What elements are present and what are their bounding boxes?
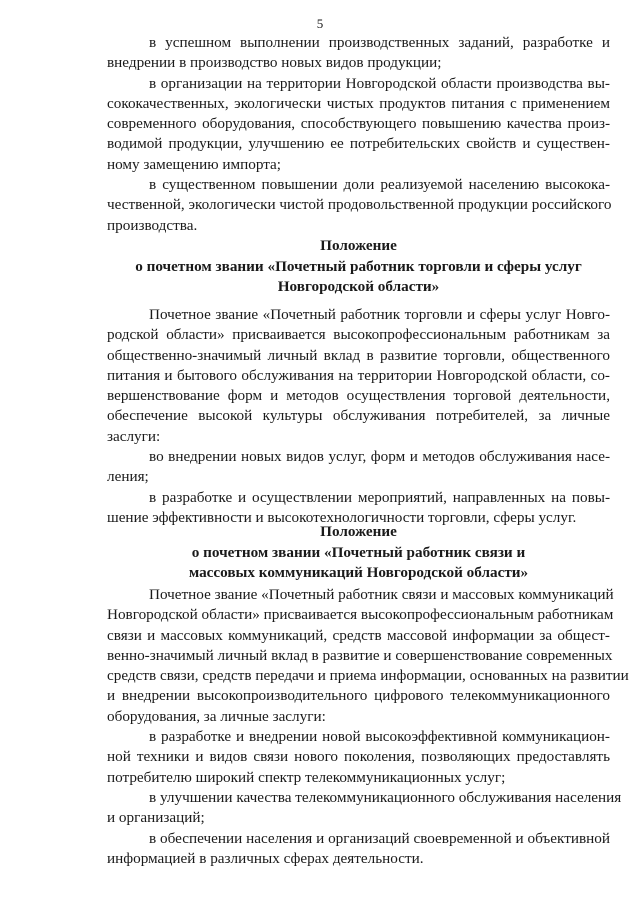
top-paragraph-line: в организации на территории Новгородской области производства вы-	[149, 74, 610, 92]
section2-paragraph-line: связи и массовых коммуникаций, средств массовой информации за общест-	[107, 626, 610, 644]
section1-paragraph-line: ления;	[107, 468, 149, 486]
section1-paragraph-line: питания и бытового обслуживания на территории Новгородской области, со-	[107, 366, 610, 384]
section1-title	[107, 236, 610, 298]
top-paragraph-line: внедрении в производство новых видов продукции;	[107, 54, 442, 72]
section2-paragraph-line: средств связи, средств передачи и приема информации, основанных на развитии	[107, 667, 629, 685]
section1-paragraph-line: шение эффективности и высокотехнологичности торговли, сферы услуг.	[107, 508, 577, 526]
section2-paragraph-line: и организаций;	[107, 809, 205, 827]
section2-paragraph-line: информацией в различных сферах деятельности.	[107, 849, 424, 867]
section2-title	[107, 522, 610, 584]
section2-paragraph-line: Почетное звание «Почетный работник связи и массовых коммуникаций	[149, 586, 614, 603]
section2-title-line: о почетном звании «Почетный работник связи и	[191, 543, 526, 561]
top-paragraph-line: производства.	[107, 216, 198, 234]
page-number: 5	[316, 16, 324, 31]
section1-paragraph-line: во внедрении новых видов услуг, форм и методов обслуживания насе-	[149, 448, 610, 466]
top-paragraph-line: водимой продукции, улучшению ее потребительских свойств и существен-	[107, 135, 610, 153]
section2-paragraph-line: в обеспечении населения и организаций своевременной и объективной	[149, 829, 610, 847]
section1-paragraph-line: в разработке и осуществлении мероприятий, направленных на повы-	[149, 488, 610, 506]
section1-paragraph-line: обеспечение высокой культуры обслуживания потребителей, за личные	[107, 407, 610, 425]
top-paragraph-line: в успешном выполнении производственных заданий, разработке и	[149, 34, 610, 51]
section1-body	[107, 305, 610, 528]
section2-paragraph-line: и внедрении высокопроизводительного цифрового телекоммуникационного	[107, 687, 610, 705]
section2-paragraph-line: потребителю широкий спектр телекоммуникационных услуг;	[107, 768, 506, 786]
section1-paragraph-line: заслуги:	[107, 427, 161, 445]
section2-paragraph-line: ной техники и видов связи нового поколения, позволяющих предоставлять	[107, 748, 610, 766]
section1-paragraph-line: общественно-значимый личный вклад в развитие торговли, общественного	[107, 346, 610, 364]
section2-title-line: массовых коммуникаций Новгородской области»	[188, 564, 529, 581]
section1-paragraph-line: Почетное звание «Почетный работник торговли и сферы услуг Новго-	[149, 306, 610, 323]
section2-paragraph-line: в разработке и внедрении новой высокоэффективной коммуникацион-	[149, 728, 610, 746]
section1-title-line: о почетном звании «Почетный работник торговли и сферы услуг	[135, 257, 582, 275]
section1-title-line: Положение	[320, 237, 397, 254]
section2-paragraph-line: в улучшении качества телекоммуникационного обслуживания населения	[149, 788, 622, 806]
top-paragraphs	[107, 33, 610, 236]
section2-title-line: Положение	[320, 523, 397, 540]
top-paragraph-line: в существенном повышении доли реализуемой населению высокока-	[149, 176, 610, 194]
section2-paragraph-line: венно-значимый личный вклад в развитие и совершенствование современных	[107, 646, 613, 664]
top-paragraph-line: сококачественных, экологически чистых продуктов питания с применением	[107, 94, 610, 112]
section1-paragraph-line: вершенствование форм и методов осуществления торговой деятельности,	[107, 387, 610, 405]
section2-body	[107, 585, 629, 869]
section2-paragraph-line: оборудования, за личные заслуги:	[107, 707, 326, 725]
section2-paragraph-line: Новгородской области» присваивается высокопрофессиональным работникам	[107, 606, 614, 624]
top-paragraph-line: ному замещению импорта;	[107, 155, 281, 173]
section1-title-line: Новгородской области»	[277, 278, 440, 295]
section1-paragraph-line: родской области» присваивается высокопрофессиональным работникам за	[107, 326, 610, 344]
top-paragraph-line: чественной, экологически чистой продовольственной продукции российского	[107, 196, 612, 214]
top-paragraph-line: современного оборудования, способствующего повышению качества произ-	[107, 115, 610, 133]
